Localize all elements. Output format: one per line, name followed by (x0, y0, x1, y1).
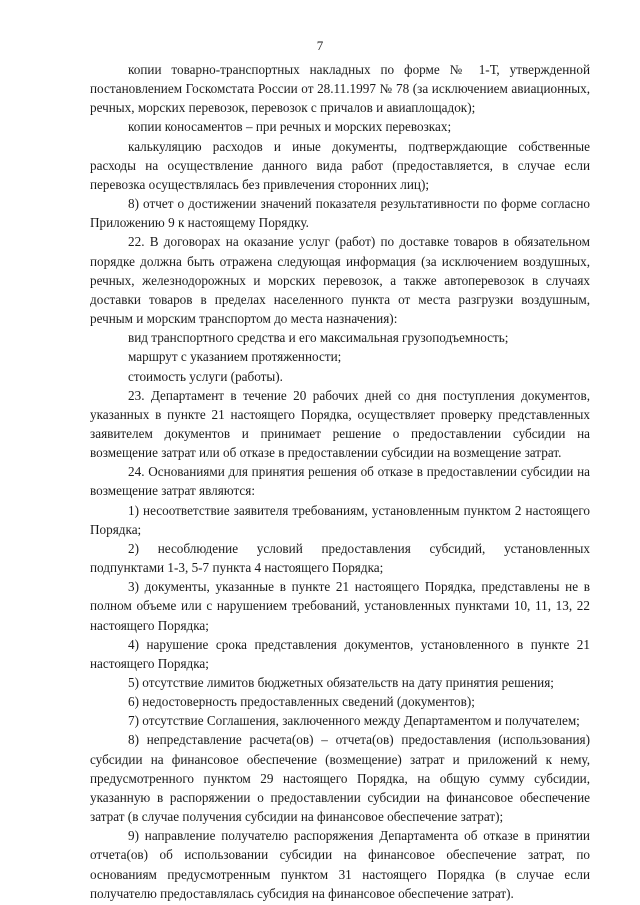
paragraph-clause-23: 23. Департамент в течение 20 рабочих дней со дня поступления документов, указанных в пункте 21 настоящего Порядка, осуществляет проверку представленных заявителем документов и принимает решение о предоставлении субсидии на возмещение затрат или об отказе в предоставлении субсидии на возмещение затрат. (90, 387, 590, 461)
paragraph-consignment-notes: копии товарно-транспортных накладных по форме № 1-Т, утвержденной постановлением Госкомстата России от 28.11.1997 № 78 (за исключением авиационных, речных, морских перевозок, перевозок с причалов и авиаплощадок); (90, 62, 590, 116)
paragraph-route: маршрут с указанием протяженности; (128, 349, 342, 365)
paragraph-bills-of-lading: копии коносаментов – при речных и морских перевозках; (128, 119, 452, 135)
paragraph-clause-22: 22. В договорах на оказание услуг (работ) по доставке товаров в обязательном порядке должна быть отражена следующая информация (за исключением воздушных, речных, железнодорожных и морских перевозок, а также автоперевозок в случаях доставки товаров в пределах населенного пункта от места разгрузки воздушным, речным и морским транспортом до места назначения): (90, 234, 590, 327)
list-item-4: 4) нарушение срока представления документов, установленного в пункте 21 настоящего Порядка; (90, 636, 590, 671)
paragraph-vehicle-type: вид транспортного средства и его максимальная грузоподъемность; (128, 330, 509, 346)
paragraph-service-cost: стоимость услуги (работы). (128, 368, 283, 384)
list-item-5: 5) отсутствие лимитов бюджетных обязательств на дату принятия решения; (128, 675, 554, 690)
list-item-9: 9) направление получателю распоряжения Департамента об отказе в принятии отчета(ов) об использовании субсидии на финансовое обеспечение затрат, по основаниям предусмотренным пунктом 31 настоящего Порядка (в случае если получателю предоставлялась субсидия на финансовое обеспечение затрат). (90, 828, 590, 901)
paragraph-item-8-report: 8) отчет о достижении значений показателя результативности по форме согласно Приложению 9 к настоящему Порядку. (90, 196, 590, 231)
list-item-7: 7) отсутствие Соглашения, заключенного между Департаментом и получателем; (128, 713, 580, 729)
list-item-1: 1) несоответствие заявителя требованиям, установленным пунктом 2 настоящего Порядка; (90, 502, 590, 537)
document-body (90, 60, 590, 903)
paragraph-clause-24: 24. Основаниями для принятия решения об отказе в предоставлении субсидии на возмещение затрат являются: (90, 464, 590, 499)
list-item-8: 8) непредставление расчета(ов) – отчета(ов) предоставления (использования) субсидии на финансовое обеспечение (возмещение) затрат и приложений к нему, предусмотренного пунктом 29 настоящего Порядка, на общую сумму субсидии, указанную в распоряжении о предоставлении субсидии на финансовое обеспечение затрат (в случае получения субсидии на финансовое обеспечение затрат); (90, 732, 590, 825)
list-item-3: 3) документы, указанные в пункте 21 настоящего Порядка, представлены не в полном объеме или с нарушением требований, установленных пунктами 10, 11, 13, 22 настоящего Порядка; (90, 579, 590, 633)
paragraph-cost-calculation: калькуляцию расходов и иные документы, подтверждающие собственные расходы на осуществление данного вида работ (предоставляется, в случае если перевозка осуществлялась без привлечения сторонних лиц); (90, 138, 590, 192)
list-item-6: 6) недостоверность предоставленных сведений (документов); (128, 694, 475, 710)
list-item-2: 2) несоблюдение условий предоставления субсидий, установленных подпунктами 1-3, 5-7 пункта 4 настоящего Порядка; (90, 540, 590, 576)
page-number: 7 (316, 38, 324, 53)
